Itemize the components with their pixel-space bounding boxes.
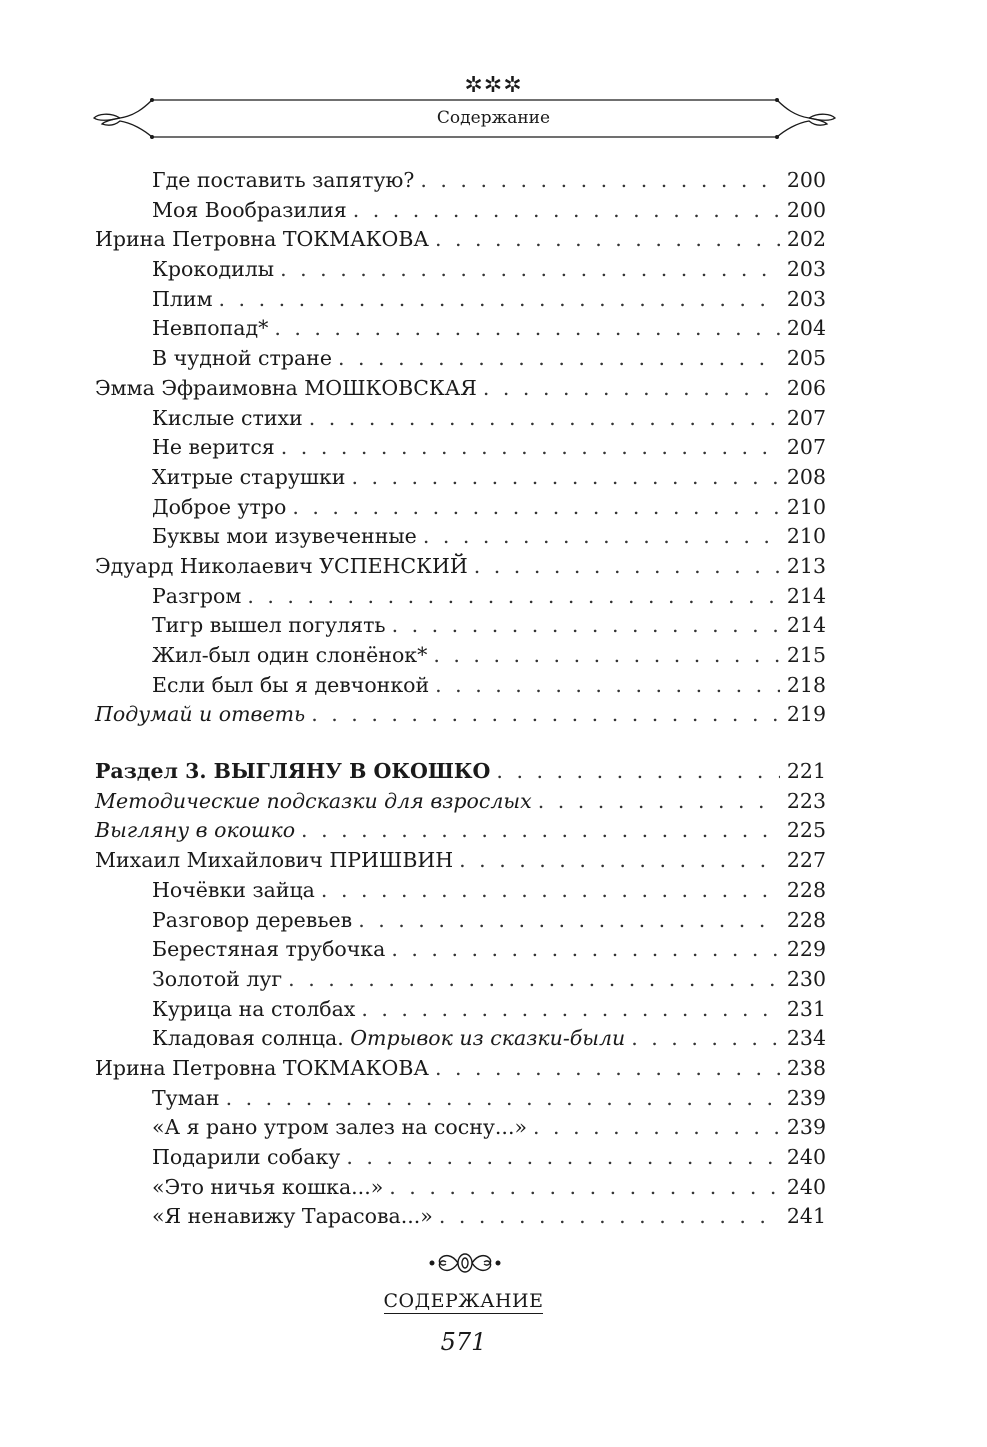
toc-entry-title: Ночёвки зайца [152,877,315,902]
dot-leader [361,995,780,1025]
toc-entry-title: Если был бы я девчонкой [152,672,430,697]
toc-entry-title: Эмма Эфраимовна МОШКОВСКАЯ [95,375,477,400]
dot-leader [483,374,780,404]
table-of-contents [95,166,826,1232]
dot-leader [338,344,780,374]
running-header-title: Содержание [436,108,551,128]
footer-section-label-text: СОДЕРЖАНИЕ [383,1290,544,1312]
toc-entry[interactable] [95,344,826,374]
toc-entry-title: «А я рано утром залез на сосну...» [152,1115,528,1140]
toc-entry-title: Ирина Петровна ТОКМАКОВА [95,227,429,252]
toc-entry[interactable] [95,935,826,965]
toc-entry[interactable] [95,906,826,936]
dot-leader [309,404,780,434]
toc-entry-page: 207 [786,405,826,430]
dot-leader [353,196,780,226]
dot-leader [311,700,780,730]
toc-entry[interactable] [95,1084,826,1114]
dot-leader [538,787,780,817]
toc-entry-page: 219 [786,702,826,727]
page-number: 571 [440,1328,487,1356]
dot-leader [321,876,780,906]
toc-entry-page: 229 [786,937,826,962]
dot-leader [389,1173,780,1203]
toc-entry-title: Крокодилы [152,257,275,282]
dot-leader [351,463,780,493]
toc-entry-title: Моя Вообразилия [152,197,347,222]
footer-ornament [426,1250,504,1276]
dot-leader [219,285,780,315]
toc-entry[interactable] [95,255,826,285]
dot-leader [281,433,780,463]
toc-entry[interactable] [95,995,826,1025]
header-ornament: ✲✲✲ [464,73,523,98]
toc-entry-page: 240 [786,1174,826,1199]
dot-leader [496,757,780,787]
toc-entry-title: Жил-был один слонёнок* [152,643,428,667]
toc-entry-title: Раздел 3. ВЫГЛЯНУ В ОКОШКО [95,759,491,784]
toc-entry-title: Эдуард Николаевич УСПЕНСКИЙ [95,553,468,578]
toc-entry-title: Разговор деревьев [152,907,353,932]
dot-leader [423,522,780,552]
toc-entry-page: 207 [786,435,826,460]
toc-entry-page: 228 [786,907,826,932]
toc-entry[interactable] [95,1143,826,1173]
toc-author-entry[interactable] [95,225,826,255]
toc-entry-title: Выгляну в окошко [95,818,296,843]
toc-entry-title: Где поставить запятую? [152,168,415,192]
toc-author-entry[interactable] [95,1054,826,1084]
toc-entry[interactable] [95,816,826,846]
toc-entry[interactable] [95,876,826,906]
toc-entry[interactable] [95,1202,826,1232]
toc-entry-title: Невпопад* [152,316,269,341]
toc-entry-page: 210 [786,494,826,519]
toc-entry-page: 227 [786,848,826,873]
toc-entry-title: Буквы мои изувеченные [152,524,417,549]
toc-entry-subtitle: Отрывок из сказки-были [350,1026,626,1051]
dot-leader [226,1084,780,1114]
toc-entry[interactable] [95,522,826,552]
toc-questions-entry[interactable] [95,700,826,730]
toc-entry-page: 205 [786,346,826,371]
toc-entry-title: Не верится [152,435,275,460]
toc-entry[interactable] [95,433,826,463]
dot-leader [346,1143,780,1173]
dot-leader [292,493,780,523]
toc-entry-title: В чудной стране [152,346,332,371]
toc-author-entry[interactable] [95,846,826,876]
toc-entry-title: Курица на столбах [152,996,356,1021]
dot-leader [435,225,780,255]
toc-entry-page: 230 [786,966,826,991]
toc-entry-title: Доброе утро [152,494,287,519]
toc-entry-title: Туман [152,1085,220,1110]
toc-entry-page: 203 [786,286,826,311]
toc-entry[interactable] [95,493,826,523]
toc-entry-title: Плим [152,286,213,311]
toc-entry-page: 213 [786,553,826,578]
toc-entry-page: 239 [786,1085,826,1110]
dot-leader [420,166,780,196]
toc-entry-page: 210 [786,524,826,549]
toc-entry[interactable] [95,787,826,817]
toc-entry-page: 241 [786,1204,826,1229]
toc-entry-page: 206 [786,375,826,400]
toc-entry-page: 218 [786,672,826,697]
dot-leader [391,935,780,965]
toc-entry[interactable] [95,611,826,641]
toc-entry-title: Подумай и ответь [95,702,306,727]
dot-leader [439,1202,780,1232]
toc-entry-page: 208 [786,464,826,489]
dot-leader [392,611,780,641]
dot-leader [288,965,780,995]
toc-entry-page: 200 [786,168,826,192]
toc-entry-page: 204 [786,316,826,341]
toc-entry-page: 238 [786,1055,826,1080]
toc-entry[interactable] [95,314,826,344]
footer-section-label [0,1290,927,1312]
toc-entry-title: Методические подсказки для взрослых [95,788,532,813]
dot-leader [301,816,780,846]
toc-entry[interactable] [95,404,826,434]
dot-leader [533,1113,780,1143]
toc-author-entry[interactable] [95,374,826,404]
toc-section-entry[interactable] [95,757,826,787]
dot-leader [474,552,780,582]
toc-entry-page: 228 [786,877,826,902]
toc-entry-title: Тигр вышел погулять [152,613,386,638]
toc-entry-title-group [95,1024,625,1054]
toc-entry-page: 200 [786,197,826,222]
toc-entry-page: 215 [786,643,826,667]
toc-entry-title: Разгром [152,583,242,608]
dot-leader [247,582,780,612]
toc-entry-page: 214 [786,583,826,608]
dot-leader [459,846,780,876]
toc-author-entry[interactable] [95,552,826,582]
toc-entry-title: Золотой луг [152,966,283,991]
toc-entry[interactable] [95,582,826,612]
dot-leader [433,641,780,671]
toc-entry-page: 231 [786,996,826,1021]
toc-entry[interactable] [95,965,826,995]
toc-entry-page: 221 [786,759,826,784]
toc-entry-page: 203 [786,257,826,282]
toc-entry[interactable] [95,1024,826,1054]
toc-entry[interactable] [95,196,826,226]
toc-entry-page: 234 [786,1026,826,1051]
toc-entry-page: 240 [786,1145,826,1169]
dot-leader [631,1024,780,1054]
toc-entry-page: 214 [786,613,826,638]
toc-entry[interactable] [95,671,826,701]
toc-entry-title: Хитрые старушки [152,464,346,489]
toc-entry[interactable] [95,641,826,671]
toc-entry[interactable] [95,285,826,315]
dot-leader [274,314,780,344]
toc-entry-title: «Это ничья кошка...» [152,1174,384,1199]
toc-entry-page: 225 [786,818,826,843]
toc-entry-title: Берестяная трубочка [152,937,386,962]
toc-entry-title: Подарили собаку [152,1145,341,1169]
toc-entry-title: Кладовая солнца. [152,1026,344,1051]
dot-leader [280,255,780,285]
toc-entry-title: Михаил Михайлович ПРИШВИН [95,848,454,873]
dot-leader [358,906,780,936]
toc-entry[interactable] [95,166,826,196]
toc-entry-page: 223 [786,788,826,813]
toc-entry-page: 202 [786,227,826,252]
toc-entry[interactable] [95,463,826,493]
dot-leader [435,1054,780,1084]
toc-entry-page: 239 [786,1115,826,1140]
toc-entry-title: Ирина Петровна ТОКМАКОВА [95,1055,429,1080]
dot-leader [435,671,780,701]
toc-entry-title: Кислые стихи [152,405,303,430]
toc-entry[interactable] [95,1173,826,1203]
toc-entry-title: «Я ненавижу Тарасова...» [152,1204,433,1229]
toc-entry[interactable] [95,1113,826,1143]
